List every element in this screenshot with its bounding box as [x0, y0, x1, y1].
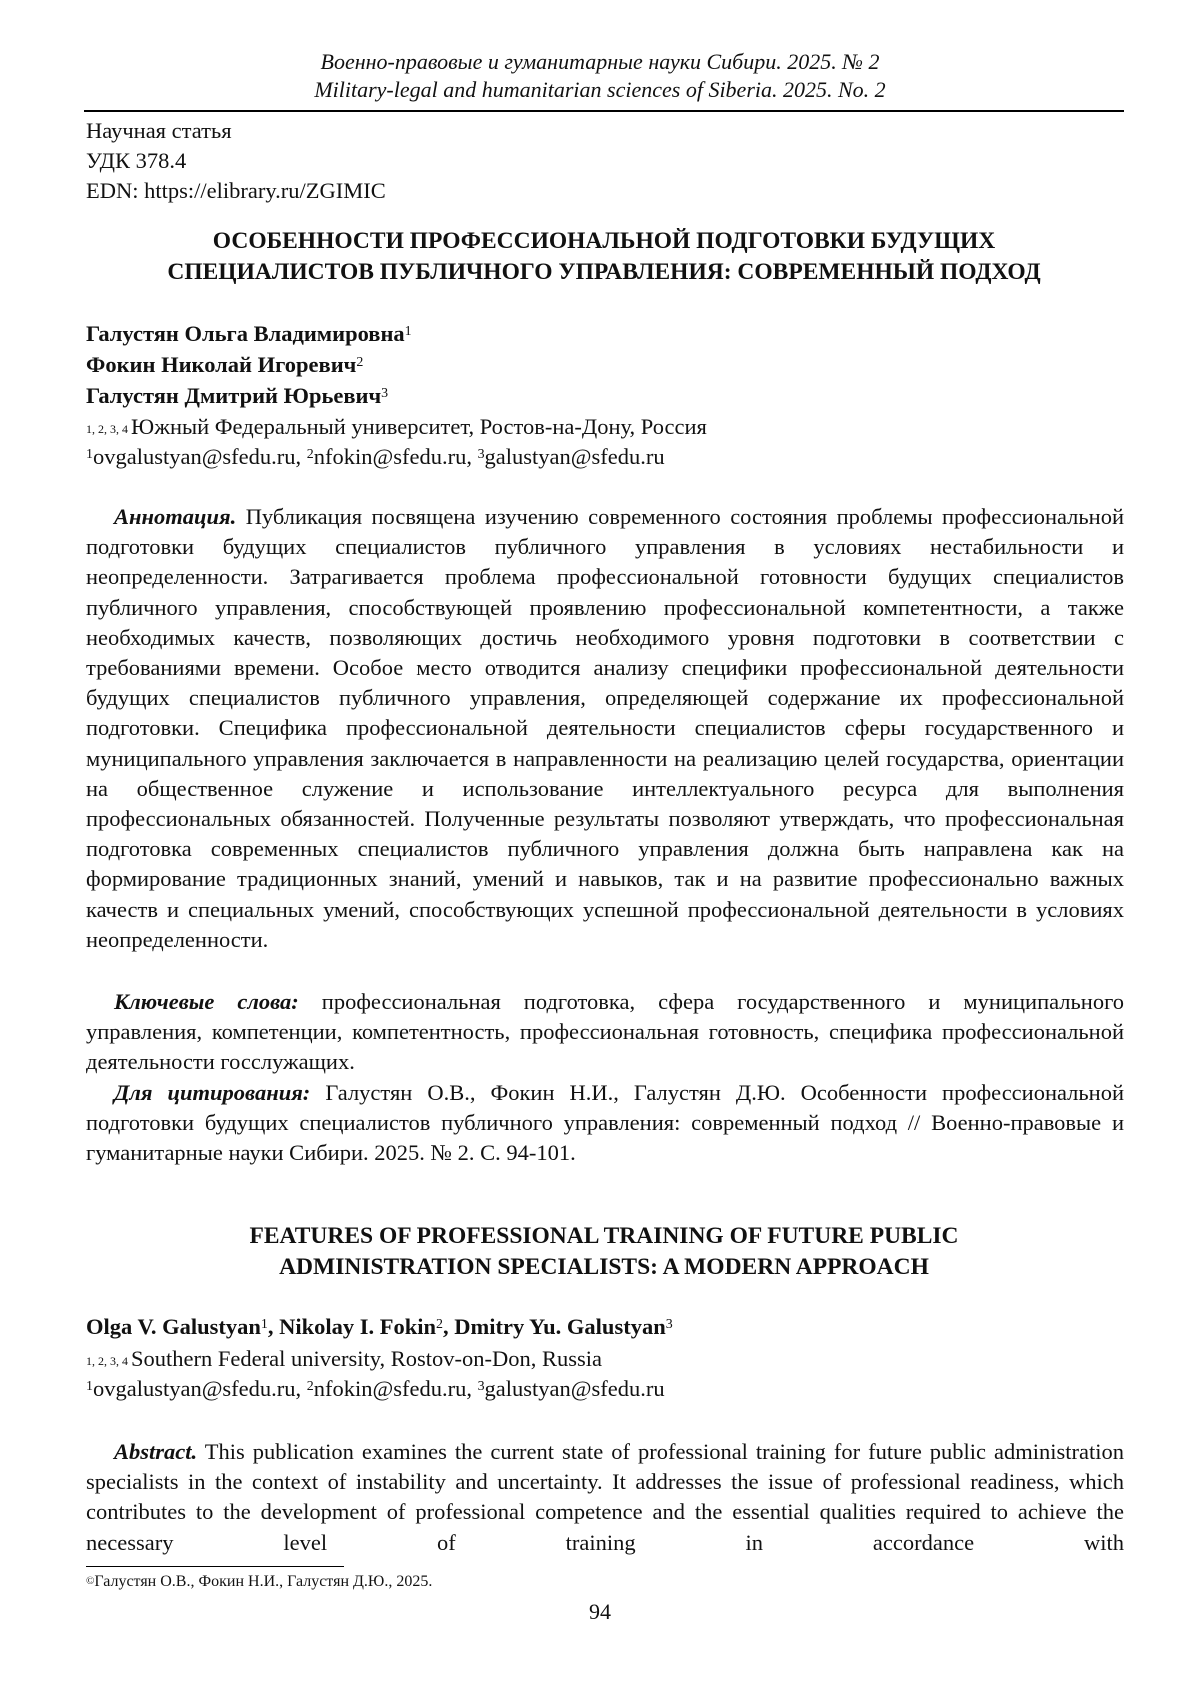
author-sup: 2 [356, 355, 364, 370]
en-affiliation [86, 1344, 602, 1374]
ru-title-line2: СПЕЦИАЛИСТОВ ПУБЛИЧНОГО УПРАВЛЕНИЯ: СОВРЕМЕННЫЙ ПОДХОД [167, 259, 1041, 285]
author-sep: , [442, 1314, 455, 1339]
ru-keywords [86, 987, 1124, 1078]
email-1: ovgalustyan@sfedu.ru, [92, 444, 307, 469]
edn-link: EDN: https://elibrary.ru/ZGIMIC [86, 178, 386, 203]
email-sup: 1 [86, 1379, 93, 1394]
en-abstract-label: Abstract. [114, 1439, 198, 1464]
email-2: nfokin@sfedu.ru, [313, 1376, 478, 1401]
udk-code: УДК 378.4 [86, 148, 187, 173]
ru-emails [86, 442, 665, 472]
affiliation-text: Southern Federal university, Rostov-on-Don, Russia [131, 1346, 602, 1371]
author-name: Dmitry Yu. Galustyan [454, 1314, 666, 1339]
running-head-ru: Военно-правовые и гуманитарные науки Сибири. 2025. № 2 [320, 49, 880, 74]
email-1: ovgalustyan@sfedu.ru, [92, 1376, 307, 1401]
author-sup: 2 [436, 1317, 443, 1332]
author-sup: 3 [665, 1317, 673, 1332]
ru-title [84, 226, 1124, 288]
email-2: nfokin@sfedu.ru, [313, 444, 478, 469]
author-name: Olga V. Galustyan [86, 1314, 261, 1339]
header-rule [84, 110, 1124, 112]
author-sup: 1 [404, 324, 412, 339]
email-sup: 3 [477, 447, 485, 462]
ru-abstract [86, 502, 1124, 955]
email-sup: 2 [306, 447, 314, 462]
affiliation-sup: 1, 2, 3, 4 [86, 422, 128, 436]
author-name: Галустян Дмитрий Юрьевич [86, 383, 382, 408]
email-3: galustyan@sfedu.ru [484, 444, 665, 469]
ru-citation [86, 1078, 1124, 1169]
author-name: Nikolay I. Fokin [279, 1314, 436, 1339]
article-meta [86, 116, 386, 206]
affiliation-sup: 1, 2, 3, 4 [86, 1354, 128, 1368]
en-title [84, 1221, 1124, 1283]
en-title-line1: FEATURES OF PROFESSIONAL TRAINING OF FUTURE PUBLIC [249, 1223, 959, 1249]
footnote-text: Галустян О.В., Фокин Н.И., Галустян Д.Ю., 2025. [94, 1573, 433, 1590]
running-head-en: Military-legal and humanitarian sciences of Siberia. 2025. No. 2 [314, 77, 886, 102]
page-number: 94 [589, 1599, 611, 1624]
en-abstract-text: This publication examines the current state of professional training for future public administration specialists in the context of instability and uncertainty. It addresses the issue of professional readiness, which contributes to the development of professional competence and the essential qualities required to achieve the necessary level of training in accordance with [86, 1439, 1124, 1555]
copyright-footnote [86, 1572, 432, 1592]
ru-abstract-text: Публикация посвящена изучению современного состояния проблемы профессиональной подготовки будущих специалистов публичного управления в условиях нестабильности и неопределенности. Затрагивается проблема профессиональной готовности будущих специалистов публичного управления, способствующей проявлению профессиональной компетентности, а также необходимых качеств, позволяющих достичь необходимого уровня подготовки в соответствии с требованиями времени. Особое место отводится анализу специфики профессиональной деятельности будущих специалистов публичного управления, определяющей содержание их профессиональной подготовки. Специфика профессиональной деятельности специалистов сферы государственного и муниципального управления заключается в направленности на реализацию целей государства, ориентации на общественное служение и использование интеллектуального ресурса для выполнения профессиональных обязанностей. Полученные результаты позволяют утверждать, что профессиональная подготовка современных специалистов публичного управления должна быть направлена как на формирование традиционных знаний, умений и навыков, так и на развитие профессионально важных качеств и специальных умений, способствующих успешной профессиональной деятельности в условиях неопределенности. [86, 504, 1124, 952]
email-sup: 2 [306, 1379, 314, 1394]
en-author-list [86, 1311, 673, 1342]
ru-citation-text: Галустян О.В., Фокин Н.И., Галустян Д.Ю. Особенности профессиональной подготовки будущих специалистов публичного управления: современный подход // Военно-правовые и гуманитарные науки Сибири. 2025. № 2. С. 94-101. [86, 1080, 1125, 1166]
ru-keywords-text: профессиональная подготовка, сфера государственного и муниципального управления, компетенции, компетентность, профессиональная готовность, специфика профессиональной деятельности госслужащих. [86, 989, 1125, 1075]
ru-citation-label: Для цитирования: [114, 1080, 311, 1105]
ru-author-3 [86, 380, 412, 411]
author-sup: 3 [381, 386, 389, 401]
ru-title-line1: ОСОБЕННОСТИ ПРОФЕССИОНАЛЬНОЙ ПОДГОТОВКИ БУДУЩИХ [212, 228, 996, 254]
ru-keywords-label: Ключевые слова: [114, 989, 299, 1014]
author-name: Галустян Ольга Владимировна [86, 321, 405, 346]
ru-author-1 [86, 318, 412, 349]
ru-author-list [86, 318, 412, 411]
email-3: galustyan@sfedu.ru [484, 1376, 665, 1401]
author-sep: , [267, 1314, 280, 1339]
en-emails [86, 1374, 665, 1404]
en-abstract [86, 1437, 1124, 1558]
article-type: Научная статья [86, 118, 232, 143]
ru-author-2 [86, 349, 412, 380]
author-sup: 1 [260, 1317, 268, 1332]
author-name: Фокин Николай Игоревич [86, 352, 357, 377]
footnote-rule [86, 1566, 344, 1567]
en-title-line2: ADMINISTRATION SPECIALISTS: A MODERN APPROACH [279, 1254, 929, 1280]
affiliation-text: Южный Федеральный университет, Ростов-на-Дону, Россия [131, 414, 707, 439]
copyright-icon: © [86, 1575, 95, 1587]
ru-affiliation [86, 412, 707, 442]
email-sup: 3 [477, 1379, 485, 1394]
email-sup: 1 [86, 447, 93, 462]
ru-abstract-label: Аннотация. [114, 504, 237, 529]
